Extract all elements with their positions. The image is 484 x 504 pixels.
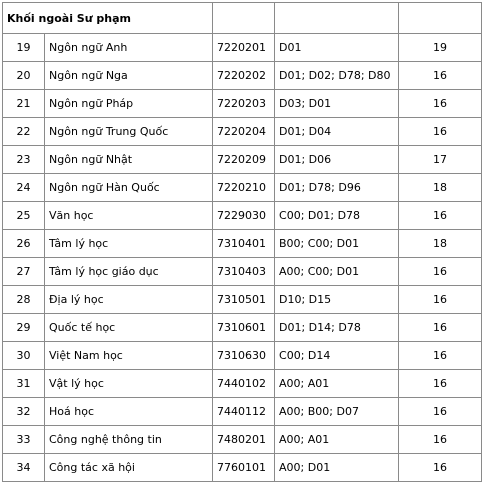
row-major-code-cell: 7760101 [213, 454, 275, 482]
section-title: Khối ngoài Sư phạm [3, 3, 213, 34]
table-row [3, 146, 482, 174]
row-stt-cell: 23 [3, 146, 45, 174]
row-major-name-cell: Công tác xã hội [45, 454, 213, 482]
row-stt-cell: 33 [3, 426, 45, 454]
row-major-code-cell: 7310403 [213, 258, 275, 286]
row-stt-cell: 19 [3, 34, 45, 62]
row-major-code-cell: 7310601 [213, 314, 275, 342]
row-major-name-cell: Công nghệ thông tin [45, 426, 213, 454]
table-row [3, 454, 482, 482]
row-score-cell: 16 [399, 454, 482, 482]
row-major-name-cell: Việt Nam học [45, 342, 213, 370]
row-subject-combos-cell: C00; D14 [275, 342, 399, 370]
row-stt-cell: 24 [3, 174, 45, 202]
row-score-cell: 16 [399, 370, 482, 398]
row-subject-combos-cell: A00; C00; D01 [275, 258, 399, 286]
table-row [3, 286, 482, 314]
row-major-code-cell: 7220203 [213, 90, 275, 118]
row-major-name-cell: Văn học [45, 202, 213, 230]
row-score-cell: 16 [399, 202, 482, 230]
row-subject-combos-cell: A00; A01 [275, 370, 399, 398]
row-subject-combos-cell: D01 [275, 34, 399, 62]
table-row [3, 90, 482, 118]
row-subject-combos-cell: A00; B00; D07 [275, 398, 399, 426]
table-row [3, 314, 482, 342]
row-major-code-cell: 7310501 [213, 286, 275, 314]
table-row [3, 118, 482, 146]
row-stt-cell: 30 [3, 342, 45, 370]
table-row [3, 174, 482, 202]
table-row [3, 202, 482, 230]
row-stt-cell: 22 [3, 118, 45, 146]
row-subject-combos-cell: A00; A01 [275, 426, 399, 454]
row-subject-combos-cell: D01; D02; D78; D80 [275, 62, 399, 90]
row-major-code-cell: 7440102 [213, 370, 275, 398]
row-subject-combos-cell: D01; D06 [275, 146, 399, 174]
row-subject-combos-cell: D01; D04 [275, 118, 399, 146]
row-stt-cell: 34 [3, 454, 45, 482]
row-major-code-cell: 7440112 [213, 398, 275, 426]
table-row [3, 258, 482, 286]
row-major-name-cell: Ngôn ngữ Hàn Quốc [45, 174, 213, 202]
row-subject-combos-cell: B00; C00; D01 [275, 230, 399, 258]
row-score-cell: 16 [399, 258, 482, 286]
section-header-row [3, 3, 482, 34]
row-score-cell: 19 [399, 34, 482, 62]
row-major-code-cell: 7220210 [213, 174, 275, 202]
table-row [3, 34, 482, 62]
row-major-code-cell: 7220204 [213, 118, 275, 146]
row-score-cell: 16 [399, 426, 482, 454]
table-row [3, 426, 482, 454]
row-subject-combos-cell: D01; D78; D96 [275, 174, 399, 202]
row-stt-cell: 21 [3, 90, 45, 118]
row-score-cell: 18 [399, 230, 482, 258]
row-subject-combos-cell: D01; D14; D78 [275, 314, 399, 342]
row-stt-cell: 26 [3, 230, 45, 258]
row-stt-cell: 20 [3, 62, 45, 90]
row-subject-combos-cell: D03; D01 [275, 90, 399, 118]
row-stt-cell: 31 [3, 370, 45, 398]
row-subject-combos-cell: D10; D15 [275, 286, 399, 314]
row-major-name-cell: Hoá học [45, 398, 213, 426]
row-major-name-cell: Vật lý học [45, 370, 213, 398]
table-row [3, 62, 482, 90]
row-major-name-cell: Tâm lý học giáo dục [45, 258, 213, 286]
row-stt-cell: 29 [3, 314, 45, 342]
table-row [3, 398, 482, 426]
row-major-code-cell: 7229030 [213, 202, 275, 230]
section-empty-cell [275, 3, 399, 34]
row-stt-cell: 27 [3, 258, 45, 286]
row-subject-combos-cell: C00; D01; D78 [275, 202, 399, 230]
row-score-cell: 16 [399, 342, 482, 370]
table-body [3, 3, 482, 482]
row-score-cell: 16 [399, 398, 482, 426]
row-stt-cell: 32 [3, 398, 45, 426]
table-row [3, 342, 482, 370]
row-score-cell: 16 [399, 314, 482, 342]
admission-table [2, 2, 482, 482]
row-major-name-cell: Ngôn ngữ Anh [45, 34, 213, 62]
row-major-name-cell: Địa lý học [45, 286, 213, 314]
row-score-cell: 16 [399, 286, 482, 314]
row-score-cell: 16 [399, 118, 482, 146]
row-major-code-cell: 7220209 [213, 146, 275, 174]
row-score-cell: 16 [399, 62, 482, 90]
row-major-code-cell: 7310401 [213, 230, 275, 258]
section-empty-cell [213, 3, 275, 34]
row-major-name-cell: Ngôn ngữ Nhật [45, 146, 213, 174]
row-major-code-cell: 7220202 [213, 62, 275, 90]
row-major-code-cell: 7310630 [213, 342, 275, 370]
row-stt-cell: 25 [3, 202, 45, 230]
row-score-cell: 16 [399, 90, 482, 118]
section-empty-cell [399, 3, 482, 34]
row-score-cell: 17 [399, 146, 482, 174]
row-major-name-cell: Ngôn ngữ Pháp [45, 90, 213, 118]
row-major-name-cell: Ngôn ngữ Nga [45, 62, 213, 90]
table-row [3, 230, 482, 258]
table-row [3, 370, 482, 398]
row-stt-cell: 28 [3, 286, 45, 314]
row-subject-combos-cell: A00; D01 [275, 454, 399, 482]
row-major-code-cell: 7480201 [213, 426, 275, 454]
row-major-name-cell: Ngôn ngữ Trung Quốc [45, 118, 213, 146]
row-major-code-cell: 7220201 [213, 34, 275, 62]
row-score-cell: 18 [399, 174, 482, 202]
row-major-name-cell: Quốc tế học [45, 314, 213, 342]
row-major-name-cell: Tâm lý học [45, 230, 213, 258]
